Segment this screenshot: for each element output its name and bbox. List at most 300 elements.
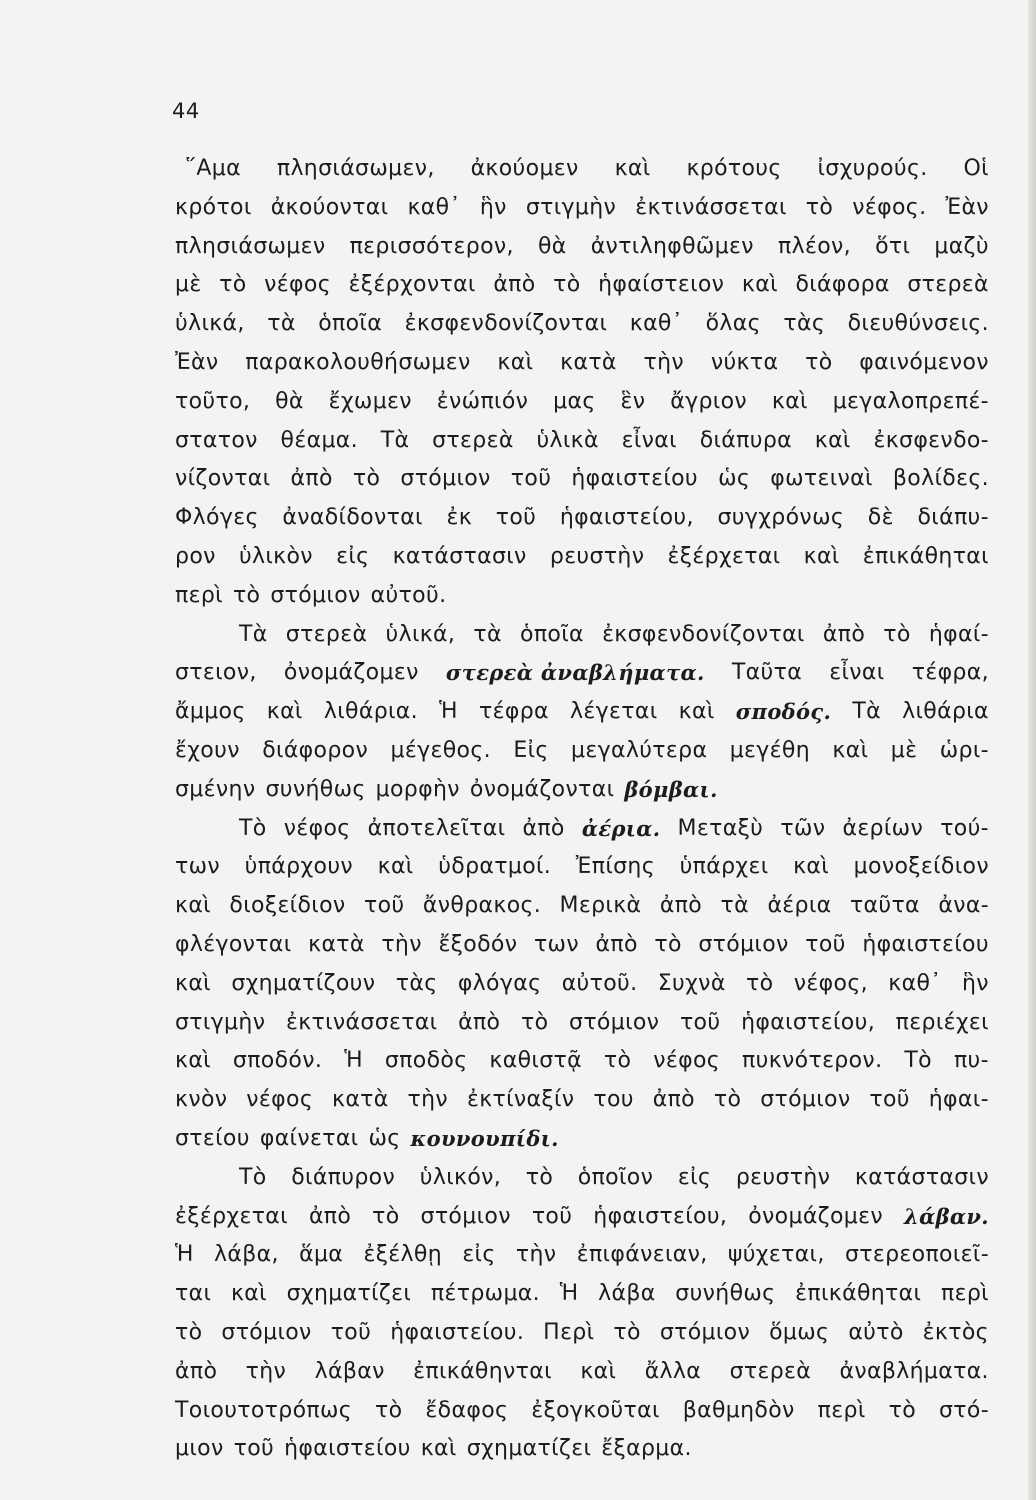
word: μὲ bbox=[890, 737, 918, 763]
word: Ἡ bbox=[559, 1281, 579, 1307]
word: ἐξέρχεται bbox=[667, 543, 781, 569]
emphasized-term: στερεὰ ἀναβλήματα. bbox=[445, 660, 705, 686]
word: ὅλας bbox=[705, 311, 761, 337]
word: τοῦ bbox=[510, 466, 552, 492]
text-line bbox=[175, 383, 989, 422]
word: ἐκσφενδονίζονται bbox=[602, 621, 805, 647]
word: καὶ bbox=[230, 1281, 267, 1307]
word: στιγμὴν bbox=[175, 1009, 266, 1035]
word: ἐκ bbox=[446, 505, 473, 531]
word: συνήθως bbox=[675, 1281, 776, 1307]
word: μεγαλύτερα bbox=[571, 737, 708, 763]
word: ὑλικὰ bbox=[536, 427, 599, 453]
text-line bbox=[175, 1081, 989, 1120]
word: καὶ bbox=[266, 699, 303, 725]
word: καὶ bbox=[741, 272, 778, 298]
word: κατὰ bbox=[332, 1087, 389, 1113]
word: στερεὰ bbox=[729, 1358, 812, 1384]
word: Ἡ bbox=[175, 1242, 194, 1268]
word: ὀνομάζονται bbox=[469, 776, 615, 802]
text-line bbox=[175, 538, 989, 577]
word: μορφὴν bbox=[375, 776, 460, 802]
word: ἄμμος bbox=[175, 699, 246, 725]
word: τοῦ bbox=[531, 1203, 573, 1229]
word: τὸ bbox=[805, 349, 833, 375]
word: καθ᾽ bbox=[888, 970, 942, 996]
word: ρευστὴν bbox=[549, 543, 645, 569]
word: Περὶ bbox=[543, 1319, 595, 1345]
word: Τὸ bbox=[239, 815, 267, 841]
word: ἀνα- bbox=[938, 893, 989, 919]
word: καὶ bbox=[175, 1048, 211, 1074]
word: τὸ bbox=[654, 931, 682, 957]
word: ὑπάρχει bbox=[679, 854, 769, 880]
text-line bbox=[175, 926, 989, 965]
text-line bbox=[175, 1198, 989, 1237]
word: ὡρι- bbox=[939, 737, 989, 763]
word: του bbox=[593, 1087, 634, 1113]
word: τοῦ bbox=[330, 1319, 372, 1345]
text-line bbox=[175, 1236, 989, 1275]
word: ἡφαιστείου bbox=[571, 466, 699, 492]
word: νέφος bbox=[264, 272, 331, 298]
word: διάπυρα bbox=[699, 427, 792, 453]
word: ἀπὸ bbox=[175, 1358, 218, 1384]
text-line bbox=[175, 150, 989, 189]
word: ὑλικὸν bbox=[238, 543, 313, 569]
word: σποδόν. bbox=[232, 1048, 323, 1074]
text-line bbox=[175, 810, 989, 849]
word: ἀπὸ bbox=[595, 931, 638, 957]
word: τὸ bbox=[805, 194, 834, 220]
word: τοῦ bbox=[495, 505, 537, 531]
word: τὸ bbox=[553, 272, 581, 298]
word: τοῦ bbox=[869, 1087, 910, 1113]
word: τέφρα bbox=[479, 699, 549, 725]
word: ἀπὸ bbox=[493, 272, 536, 298]
word: αὐτὸ bbox=[848, 1319, 904, 1345]
word: ῞Αμα bbox=[185, 156, 241, 181]
word: ἡφαιστείου bbox=[284, 1436, 411, 1462]
word: Τὸ bbox=[239, 1164, 267, 1190]
text-line bbox=[175, 344, 989, 383]
word: τὰς bbox=[395, 970, 438, 996]
word: βολίδες. bbox=[892, 466, 989, 492]
word: διάφορα bbox=[795, 272, 890, 298]
word: καὶ bbox=[803, 543, 840, 569]
text-line bbox=[175, 887, 989, 926]
word: ἀπὸ bbox=[458, 1009, 501, 1035]
word: αὐτοῦ. bbox=[561, 970, 638, 996]
word: μὲ bbox=[175, 272, 202, 298]
word: καὶ bbox=[420, 1436, 457, 1462]
word: τὸ bbox=[352, 466, 381, 492]
word: ἡφαίστειον bbox=[598, 272, 725, 298]
word: ψύχεται, bbox=[727, 1242, 825, 1268]
word: τὸ bbox=[883, 621, 911, 647]
text-line bbox=[175, 1314, 989, 1353]
word: τὴν bbox=[643, 349, 685, 375]
word: συνήθως bbox=[265, 776, 366, 802]
word: εἰς bbox=[336, 543, 370, 569]
text-line bbox=[175, 499, 989, 538]
word: τὰς bbox=[783, 311, 826, 337]
word: μαζὺ bbox=[934, 233, 989, 259]
word: ὑλικόν, bbox=[419, 1164, 502, 1190]
word: στόμιον bbox=[420, 1203, 511, 1229]
word: διοξείδιον bbox=[229, 893, 346, 919]
word: ἀέρια bbox=[767, 893, 832, 919]
word: φαίνεται bbox=[259, 1125, 359, 1151]
word: ἀπὸ bbox=[522, 815, 565, 841]
word: στειον, bbox=[175, 660, 257, 686]
word: τὴν bbox=[515, 1242, 557, 1268]
word: τὴν bbox=[381, 931, 422, 957]
text-line bbox=[175, 965, 989, 1004]
word: ἀπὸ bbox=[822, 621, 866, 647]
word: εἶναι bbox=[621, 427, 677, 453]
word: ἐκσφενδο- bbox=[873, 427, 989, 453]
word: καθ᾽ bbox=[629, 311, 684, 337]
word: ἀποτελεῖται bbox=[367, 815, 506, 841]
word: κρότοι bbox=[175, 194, 252, 220]
word: τοῦ bbox=[363, 893, 405, 919]
word: ὁποῖα bbox=[318, 311, 383, 337]
word: στείου bbox=[175, 1125, 250, 1151]
word: Τὰ bbox=[380, 427, 410, 453]
word: ἐκτινάσσεται bbox=[285, 1009, 438, 1035]
word: ὑπάρχουν bbox=[244, 854, 354, 880]
word: φλόγας bbox=[457, 970, 542, 996]
word: νέφος. bbox=[852, 194, 927, 220]
word: λάβα, bbox=[214, 1242, 279, 1268]
word: ἓν bbox=[620, 388, 646, 414]
word: Τοιουτοτρόπως bbox=[175, 1397, 353, 1423]
text-line bbox=[175, 1159, 989, 1198]
word: ἐπικάθηνται bbox=[413, 1358, 552, 1384]
word: ἀπὸ bbox=[659, 893, 703, 919]
word: βαθμηδὸν bbox=[682, 1397, 795, 1423]
word: ἐξέλθῃ bbox=[363, 1242, 443, 1268]
text-line bbox=[175, 460, 989, 499]
word: μονοξείδιον bbox=[853, 854, 989, 880]
emphasized-term: κουνουπίδι. bbox=[410, 1125, 559, 1151]
word: νύκτα bbox=[710, 349, 779, 375]
word: περισσότερον, bbox=[349, 233, 514, 259]
word: Ἡ bbox=[439, 699, 458, 725]
word: καὶ bbox=[497, 349, 534, 375]
emphasized-term: ἀέρια. bbox=[581, 815, 661, 841]
word: ἡφαιστείου bbox=[862, 931, 989, 957]
word: ὀνομάζομεν bbox=[748, 1203, 884, 1229]
text-line bbox=[175, 1392, 989, 1431]
word: παρακολουθήσωμεν bbox=[245, 349, 471, 375]
word: ἐπιφάνειαν, bbox=[576, 1242, 708, 1268]
word: ἀκούομεν bbox=[470, 156, 579, 181]
word: ἡφαί- bbox=[928, 621, 989, 647]
word: διάπυ- bbox=[917, 505, 989, 531]
word: ἔξοδόν bbox=[438, 931, 518, 957]
page-edge-shadow bbox=[1028, 0, 1036, 1500]
word: ἐξέρχονται bbox=[348, 272, 476, 298]
word: ἀπὸ bbox=[652, 1087, 695, 1113]
word: περὶ bbox=[817, 1397, 866, 1423]
word: ἡφαι- bbox=[928, 1087, 989, 1113]
word: καὶ bbox=[175, 970, 211, 996]
word: τέφρα, bbox=[911, 660, 989, 686]
word: ἄγριον bbox=[670, 388, 748, 414]
text-line bbox=[175, 1042, 989, 1081]
word: λέγεται bbox=[570, 699, 658, 725]
word: σχηματίζει bbox=[286, 1281, 412, 1307]
word: καὶ bbox=[614, 156, 651, 181]
word: κρότους bbox=[686, 156, 782, 181]
word: τὸ bbox=[232, 582, 261, 608]
word: καὶ bbox=[678, 699, 715, 725]
word: των bbox=[175, 854, 221, 880]
word: Εἰς bbox=[513, 737, 549, 763]
word: ἀντιληφθῶμεν bbox=[590, 233, 754, 259]
word: καὶ bbox=[771, 388, 808, 414]
word: θέαμα. bbox=[280, 427, 358, 453]
word: νέφος bbox=[283, 815, 351, 841]
word: καὶ bbox=[832, 737, 869, 763]
emphasized-term: βόμβαι. bbox=[624, 776, 718, 802]
word: νέφος bbox=[246, 1087, 314, 1113]
word: κατάστασιν bbox=[854, 1164, 989, 1190]
word: διευθύνσεις. bbox=[847, 311, 989, 337]
page-number: 44 bbox=[172, 99, 200, 123]
word: τὸ bbox=[603, 1048, 632, 1074]
word: τὸ bbox=[219, 272, 247, 298]
word: νίζονται bbox=[175, 466, 271, 492]
word: τὸ bbox=[372, 1203, 400, 1229]
word: περιέχει bbox=[895, 1009, 989, 1035]
word: στατον bbox=[175, 427, 258, 453]
word: ὡς bbox=[368, 1125, 401, 1151]
word: ἐπικάθηται bbox=[862, 543, 989, 569]
emphasized-term: λάβαν. bbox=[904, 1203, 989, 1229]
word: τοῦ bbox=[679, 1009, 721, 1035]
word: τὸ bbox=[175, 1319, 203, 1345]
word: μιον bbox=[175, 1436, 224, 1462]
word: Μερικὰ bbox=[559, 893, 642, 919]
word: στόμιον bbox=[270, 582, 361, 608]
word: Τὰ bbox=[239, 621, 268, 647]
word: καθιστᾷ bbox=[489, 1048, 582, 1074]
word: τὸ bbox=[713, 1087, 742, 1113]
word: λιθάρια. bbox=[323, 699, 419, 725]
word: ἀερίων bbox=[842, 815, 924, 841]
word: καὶ bbox=[793, 854, 830, 880]
word: λάβα bbox=[598, 1281, 656, 1307]
word: Μεταξὺ bbox=[677, 815, 764, 841]
word: τῶν bbox=[780, 815, 826, 841]
word: δὲ bbox=[867, 505, 894, 531]
word: περὶ bbox=[941, 1281, 989, 1307]
word: πλησιάσωμεν, bbox=[276, 156, 435, 181]
word: στερεοποιεῖ- bbox=[844, 1242, 989, 1268]
word: καὶ bbox=[814, 427, 851, 453]
text-line bbox=[175, 577, 989, 616]
text-line bbox=[175, 305, 989, 344]
word: ρευστὴν bbox=[735, 1164, 831, 1190]
word: εἰς bbox=[677, 1164, 712, 1190]
word: τοῦ bbox=[805, 931, 846, 957]
emphasized-term: σποδός. bbox=[735, 699, 832, 725]
word: στόμιον bbox=[221, 1319, 312, 1345]
word: εἶναι bbox=[829, 660, 885, 686]
word: Ἐὰν bbox=[175, 349, 219, 375]
word: φαινόμενον bbox=[859, 349, 989, 375]
word: πλέον, bbox=[778, 233, 851, 259]
word: στόμιον bbox=[569, 1009, 660, 1035]
text-line bbox=[175, 1353, 989, 1392]
word: μέγεθος. bbox=[390, 737, 491, 763]
word: ταῦτα bbox=[849, 893, 920, 919]
word: στερεὰ bbox=[285, 621, 368, 647]
word: ἐκτὸς bbox=[922, 1319, 989, 1345]
word: ρον bbox=[175, 543, 216, 569]
word: ἐνώπιόν bbox=[436, 388, 529, 414]
text-line bbox=[175, 654, 989, 693]
text-line bbox=[175, 616, 989, 655]
word: στό- bbox=[939, 1397, 989, 1423]
word: ἀκούονται bbox=[270, 194, 389, 220]
text-line bbox=[175, 189, 989, 228]
text-line bbox=[175, 228, 989, 267]
word: ἐξέρχεται bbox=[175, 1203, 288, 1229]
word: ἔχωμεν bbox=[328, 388, 412, 414]
word: νέφος, bbox=[793, 970, 868, 996]
word: ἡφαιστείου. bbox=[390, 1319, 525, 1345]
word: ται bbox=[175, 1281, 212, 1307]
word: σμένην bbox=[175, 776, 256, 802]
word: λάβαν bbox=[314, 1358, 385, 1384]
word: στερεὰ bbox=[907, 272, 989, 298]
word: Οἱ bbox=[963, 156, 989, 181]
word: στόμιον bbox=[760, 1087, 851, 1113]
word: ἔχουν bbox=[175, 737, 240, 763]
word: στιγμὴν bbox=[525, 194, 617, 220]
text-line bbox=[175, 422, 989, 461]
word: καὶ bbox=[175, 893, 211, 919]
word: ὡς bbox=[718, 466, 751, 492]
word: ἔξαρμα. bbox=[601, 1436, 692, 1462]
word: ὀνομάζομεν bbox=[283, 660, 419, 686]
word: Ταῦτα bbox=[731, 660, 803, 686]
word: τὰ bbox=[720, 893, 749, 919]
word: ἐξογκοῦται bbox=[531, 1397, 660, 1423]
word: ἣν bbox=[479, 194, 507, 220]
word: ἅμα bbox=[299, 1242, 344, 1268]
word: συγχρόνως bbox=[717, 505, 845, 531]
word: ἀναβλήματα. bbox=[839, 1358, 989, 1384]
word: στόμιον bbox=[698, 931, 789, 957]
word: θὰ bbox=[537, 233, 567, 259]
word: σχηματίζει bbox=[466, 1436, 592, 1462]
word: ὅτι bbox=[875, 233, 911, 259]
word: Ἐπίσης bbox=[575, 854, 655, 880]
word: μεγαλοπρεπέ- bbox=[832, 388, 989, 414]
word: Τὸ bbox=[904, 1048, 932, 1074]
word: τὸ bbox=[613, 1319, 641, 1345]
word: τὴν bbox=[407, 1087, 449, 1113]
word: ἣν bbox=[961, 970, 989, 996]
body-text bbox=[175, 150, 989, 1469]
word: τὸ bbox=[521, 1009, 549, 1035]
word: στόμιον bbox=[400, 466, 491, 492]
word: ὁποῖα bbox=[520, 621, 584, 647]
word: τοῦ bbox=[233, 1436, 275, 1462]
word: ἀναδίδονται bbox=[282, 505, 423, 531]
word: νέφος bbox=[653, 1048, 721, 1074]
word: ἡφαιστείου, bbox=[593, 1203, 728, 1229]
word: μας bbox=[553, 388, 596, 414]
word: καὶ bbox=[580, 1358, 617, 1384]
word: λιθάρια bbox=[902, 699, 989, 725]
word: ἐκτινάσσεται bbox=[635, 194, 787, 220]
word: τὴν bbox=[245, 1358, 287, 1384]
word: τὸ bbox=[525, 1164, 554, 1190]
word: διάπυρον bbox=[291, 1164, 396, 1190]
word: ὑδρατμοί. bbox=[438, 854, 552, 880]
word: Συχνὰ bbox=[657, 970, 726, 996]
text-line bbox=[175, 693, 989, 732]
word: πυ- bbox=[953, 1048, 989, 1074]
text-line bbox=[175, 732, 989, 771]
word: τὰ bbox=[267, 311, 296, 337]
word: Ἡ bbox=[344, 1048, 363, 1074]
text-line bbox=[175, 1275, 989, 1314]
word: ἰσχυρούς. bbox=[817, 156, 928, 181]
word: φωτειναὶ bbox=[770, 466, 873, 492]
word: καθ᾽ bbox=[407, 194, 461, 220]
text-line bbox=[175, 266, 989, 305]
text-line bbox=[175, 1004, 989, 1043]
word: ἄνθρακος. bbox=[422, 893, 542, 919]
word: Ἐὰν bbox=[945, 194, 989, 220]
word: κατάστασιν bbox=[392, 543, 527, 569]
text-line bbox=[175, 848, 989, 887]
word: τὰ bbox=[473, 621, 502, 647]
text-line bbox=[175, 771, 989, 810]
word: ὅμως bbox=[769, 1319, 830, 1345]
text-line bbox=[175, 1120, 989, 1159]
word: στερεὰ bbox=[432, 427, 514, 453]
word: αὐτοῦ. bbox=[370, 582, 447, 608]
word: ὁποῖον bbox=[577, 1164, 654, 1190]
word: τοῦτο, bbox=[175, 388, 251, 414]
word: μεγέθη bbox=[729, 737, 811, 763]
word: περὶ bbox=[175, 582, 223, 608]
word: ἡφαιστείου, bbox=[559, 505, 694, 531]
word: τού- bbox=[940, 815, 989, 841]
word: ὑλικά, bbox=[175, 311, 245, 337]
word: τὸ bbox=[746, 970, 774, 996]
word: ἐπικάθηται bbox=[795, 1281, 922, 1307]
word: πυκνότερον. bbox=[742, 1048, 883, 1074]
word: ἡφαιστείου, bbox=[741, 1009, 876, 1035]
word: στόμιον bbox=[659, 1319, 751, 1345]
word: ἀπὸ bbox=[308, 1203, 352, 1229]
word: ἐκσφενδονίζονται bbox=[404, 311, 608, 337]
word: των bbox=[533, 931, 579, 957]
word: κατὰ bbox=[560, 349, 617, 375]
word: κνὸν bbox=[175, 1087, 228, 1113]
word: τὸ bbox=[888, 1397, 917, 1423]
text-line bbox=[175, 1430, 989, 1469]
